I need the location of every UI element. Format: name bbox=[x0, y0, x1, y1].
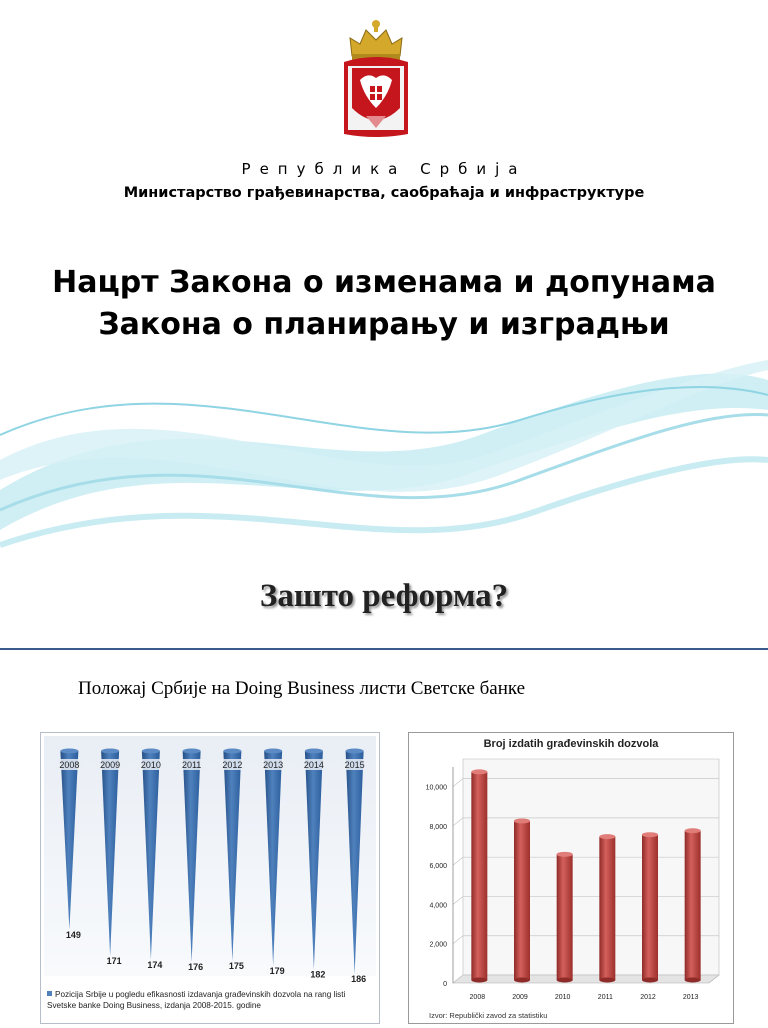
bar-top-2010 bbox=[557, 852, 573, 857]
x-tick-label: 2013 bbox=[263, 760, 284, 770]
x-tick-label: 2012 bbox=[640, 994, 656, 1001]
bar-2011 bbox=[599, 837, 615, 980]
bar-top-2013 bbox=[264, 749, 282, 754]
serbian-coat-of-arms-icon bbox=[338, 16, 414, 140]
floor bbox=[453, 975, 719, 983]
data-label: 149 bbox=[65, 929, 81, 940]
bar-top-2009 bbox=[101, 749, 119, 754]
bar-base-2013 bbox=[685, 978, 701, 983]
x-tick-label: 2008 bbox=[59, 760, 80, 770]
x-tick-label: 2011 bbox=[181, 760, 202, 770]
decorative-waves bbox=[0, 340, 768, 580]
y-tick-label: 4,000 bbox=[429, 902, 447, 910]
x-tick-label: 2009 bbox=[512, 994, 528, 1001]
permits-chart-svg bbox=[409, 733, 733, 1023]
bar-base-2008 bbox=[471, 978, 487, 983]
main-title bbox=[0, 262, 768, 346]
bar-top-2012 bbox=[223, 749, 241, 754]
data-label: 182 bbox=[310, 969, 326, 980]
permits-chart bbox=[408, 732, 734, 1024]
bar-2010 bbox=[557, 854, 573, 980]
bar-top-2009 bbox=[514, 818, 530, 823]
bar-top-2013 bbox=[685, 828, 701, 833]
rank-chart-svg bbox=[41, 733, 379, 1023]
x-tick-label: 2011 bbox=[597, 994, 613, 1001]
slide-divider bbox=[0, 648, 768, 650]
bar-top-2011 bbox=[183, 749, 201, 754]
data-label: 175 bbox=[228, 961, 244, 971]
legend-line-2: Svetske banke Doing Business, izdanja 2008-2015. godine bbox=[47, 1001, 261, 1010]
bar-base-2011 bbox=[599, 978, 615, 983]
caption: Положај Србије на Doing Business листи Светске банке bbox=[78, 678, 526, 699]
data-label: 179 bbox=[269, 965, 285, 976]
x-tick-label: 2009 bbox=[100, 760, 121, 770]
bar-top-2014 bbox=[305, 749, 323, 754]
x-tick-label: 2008 bbox=[469, 994, 486, 1001]
bar-top-2010 bbox=[142, 749, 160, 754]
y-tick-label: 2,000 bbox=[429, 941, 447, 949]
subtitle: Зашто реформа? bbox=[259, 578, 509, 614]
chart-title: Broj izdatih građevinskih dozvola bbox=[483, 738, 659, 750]
back-wall bbox=[463, 759, 719, 975]
bar-base-2010 bbox=[557, 978, 573, 983]
y-tick-label: 6,000 bbox=[429, 863, 447, 871]
rank-chart bbox=[40, 732, 380, 1024]
x-tick-label: 2010 bbox=[140, 760, 161, 770]
bar-base-2012 bbox=[642, 978, 658, 983]
data-label: 171 bbox=[106, 956, 122, 967]
bar-2012 bbox=[642, 835, 658, 980]
y-tick-label: 8,000 bbox=[429, 823, 447, 831]
data-label: 186 bbox=[351, 974, 367, 985]
legend-line-1: Pozicija Srbije u pogledu efikasnosti izdavanja građevinskih dozvola na rang listi bbox=[55, 990, 346, 999]
x-tick-label: 2010 bbox=[554, 994, 571, 1001]
bar-2009 bbox=[514, 821, 530, 980]
bar-top-2011 bbox=[599, 834, 615, 839]
x-tick-label: 2013 bbox=[682, 994, 699, 1001]
ministry-heading: Министарство грађевинарства, саобраћаја и инфраструктуре bbox=[123, 185, 645, 201]
x-tick-label: 2012 bbox=[222, 760, 243, 770]
bar-top-2012 bbox=[642, 832, 658, 837]
bar-2008 bbox=[471, 772, 487, 980]
y-tick-label: 10,000 bbox=[425, 784, 447, 792]
bar-base-2009 bbox=[514, 978, 530, 983]
chart-source: Izvor: Republički zavod za statistiku bbox=[429, 1011, 548, 1020]
bar-top-2015 bbox=[346, 749, 364, 754]
data-label: 174 bbox=[147, 959, 163, 970]
bar-2013 bbox=[685, 831, 701, 980]
y-tick-label: 0 bbox=[443, 981, 447, 988]
title-line-2: Закона о планирању и изградњи bbox=[98, 307, 670, 342]
legend-swatch bbox=[47, 991, 52, 996]
x-tick-label: 2015 bbox=[344, 760, 365, 770]
republic-heading: Република Србија bbox=[241, 160, 527, 178]
x-tick-label: 2014 bbox=[303, 760, 324, 770]
plot-area bbox=[44, 736, 376, 976]
title-line-1: Нацрт Закона о изменама и допунама bbox=[52, 265, 716, 300]
bar-top-2008 bbox=[471, 769, 487, 774]
bar-top-2008 bbox=[60, 749, 78, 754]
data-label: 176 bbox=[188, 962, 204, 973]
